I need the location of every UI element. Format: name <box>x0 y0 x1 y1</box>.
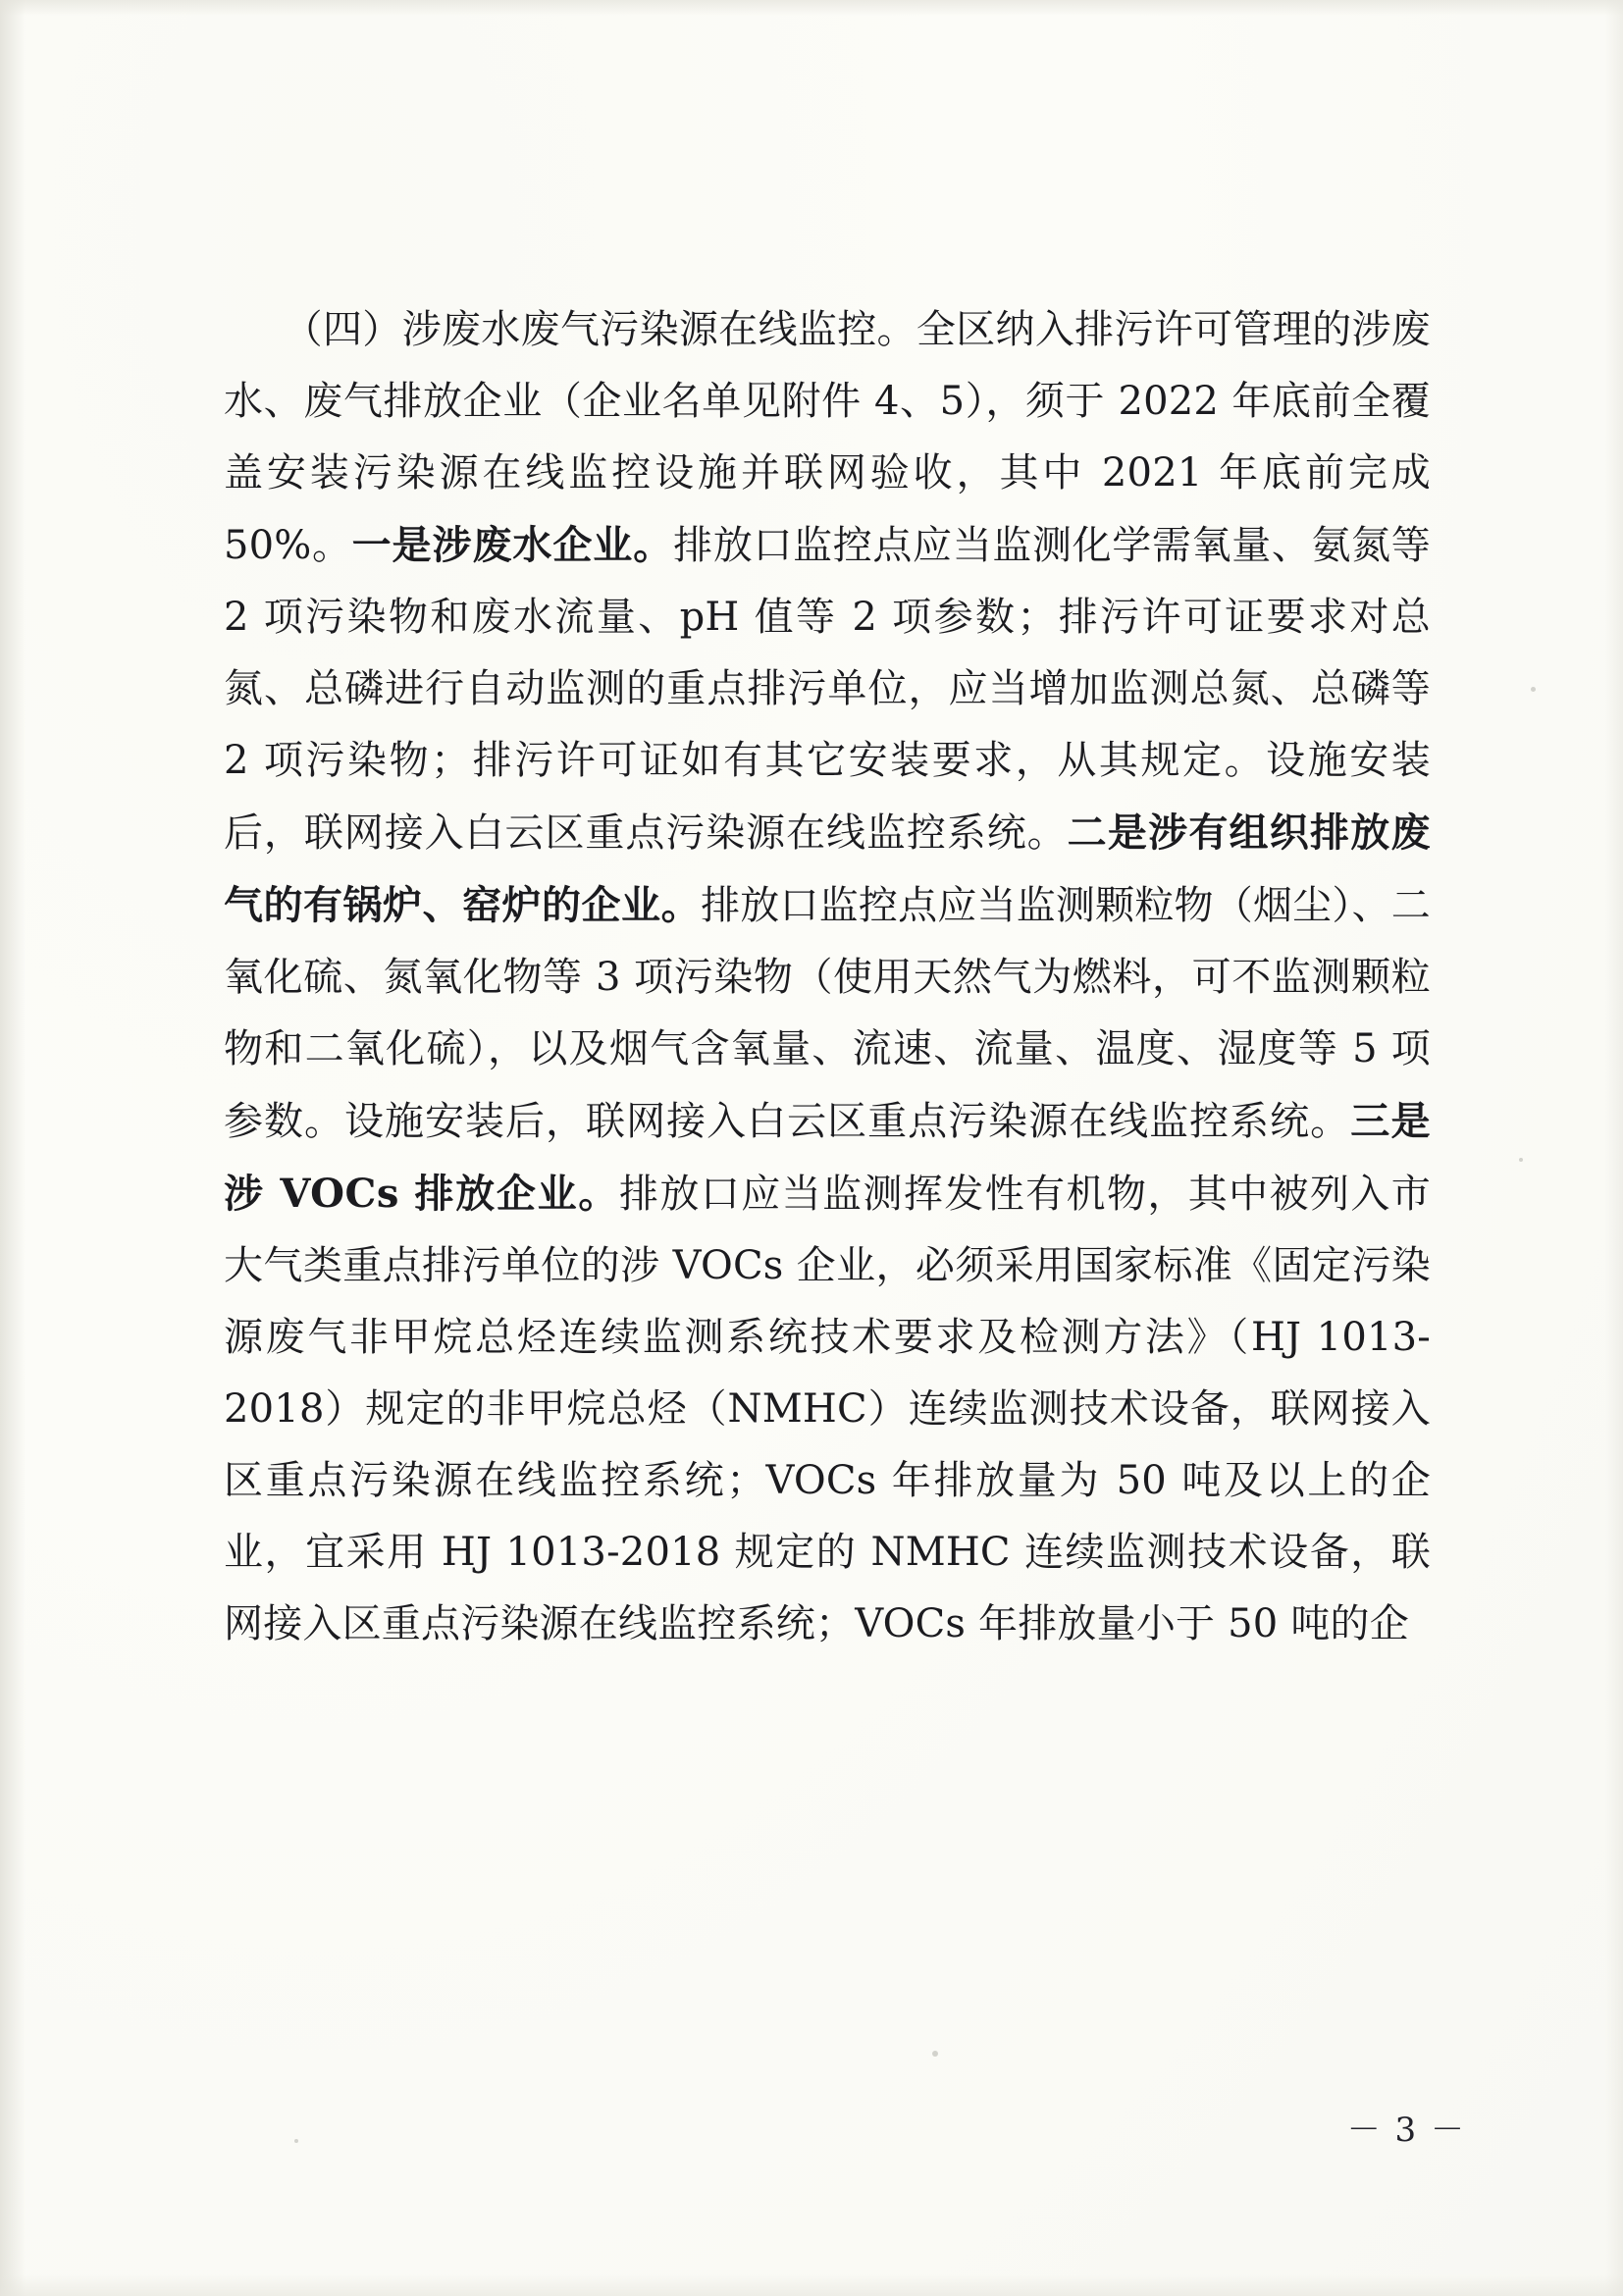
bold-run-3: 三是涉 VOCs 排放企业。 <box>224 1098 1431 1217</box>
text-run-2: 排放口监控点应当监测化学需氧量、氨氮等 2 项污染物和废水流量、pH 值等 2 项参数；排污许可证要求对总氮、总磷进行自动监测的重点排污单位，应当增加监测总氮、总磷等 2 项污染物；排污许可证如有其它安装要求，从其规定。设施安装后，联网接入白云区重点污染源在线监控系统。 <box>224 523 1431 856</box>
text-run-1: （四）涉废水废气污染源在线监控。全区纳入排污许可管理的涉废水、废气排放企业（企业名单见附件 4、5），须于 2022 年底前全覆盖安装污染源在线监控设施并联网验收，其中 2021 年底前完成 50%。 <box>224 307 1431 568</box>
paragraph-indent <box>224 307 303 352</box>
scan-edge-left <box>0 0 26 2296</box>
scan-speck <box>1531 687 1536 692</box>
scan-edge-top <box>0 0 1623 16</box>
document-body <box>224 294 1431 1660</box>
text-run-3: 排放口监控点应当监测颗粒物（烟尘）、二氧化硫、氮氧化物等 3 项污染物（使用天然气为燃料，可不监测颗粒物和二氧化硫），以及烟气含氧量、流速、流量、温度、湿度等 5 项参数。设施安装后，联网接入白云区重点污染源在线监控系统。 <box>224 883 1431 1144</box>
bold-run-1: 一是涉废水企业。 <box>351 522 674 568</box>
text-run-4: 排放口应当监测挥发性有机物，其中被列入市大气类重点排污单位的涉 VOCs 企业，必须采用国家标准《固定污染源废气非甲烷总烃连续监测系统技术要求及检测方法》（HJ 1013-2018）规定的非甲烷总烃（NMHC）连续监测技术设备，联网接入区重点污染源在线监控系统；VOCs 年排放量为 50 吨及以上的企业，宜采用 HJ 1013-2018 规定的 NMHC 连续监测技术设备，联网接入区重点污染源在线监控系统；VOCs 年排放量小于 50 吨的企 <box>224 1172 1431 1646</box>
scan-edge-bottom <box>0 2274 1623 2296</box>
paragraph-online-monitoring <box>224 294 1431 1660</box>
scan-speck <box>1519 1158 1523 1162</box>
scan-edge-right <box>1605 0 1623 2296</box>
page-number: － 3 － <box>1346 2111 1466 2150</box>
bold-run-2: 二是涉有组织排放废气的有锅炉、窑炉的企业。 <box>224 809 1431 928</box>
scan-speck <box>932 2051 938 2057</box>
